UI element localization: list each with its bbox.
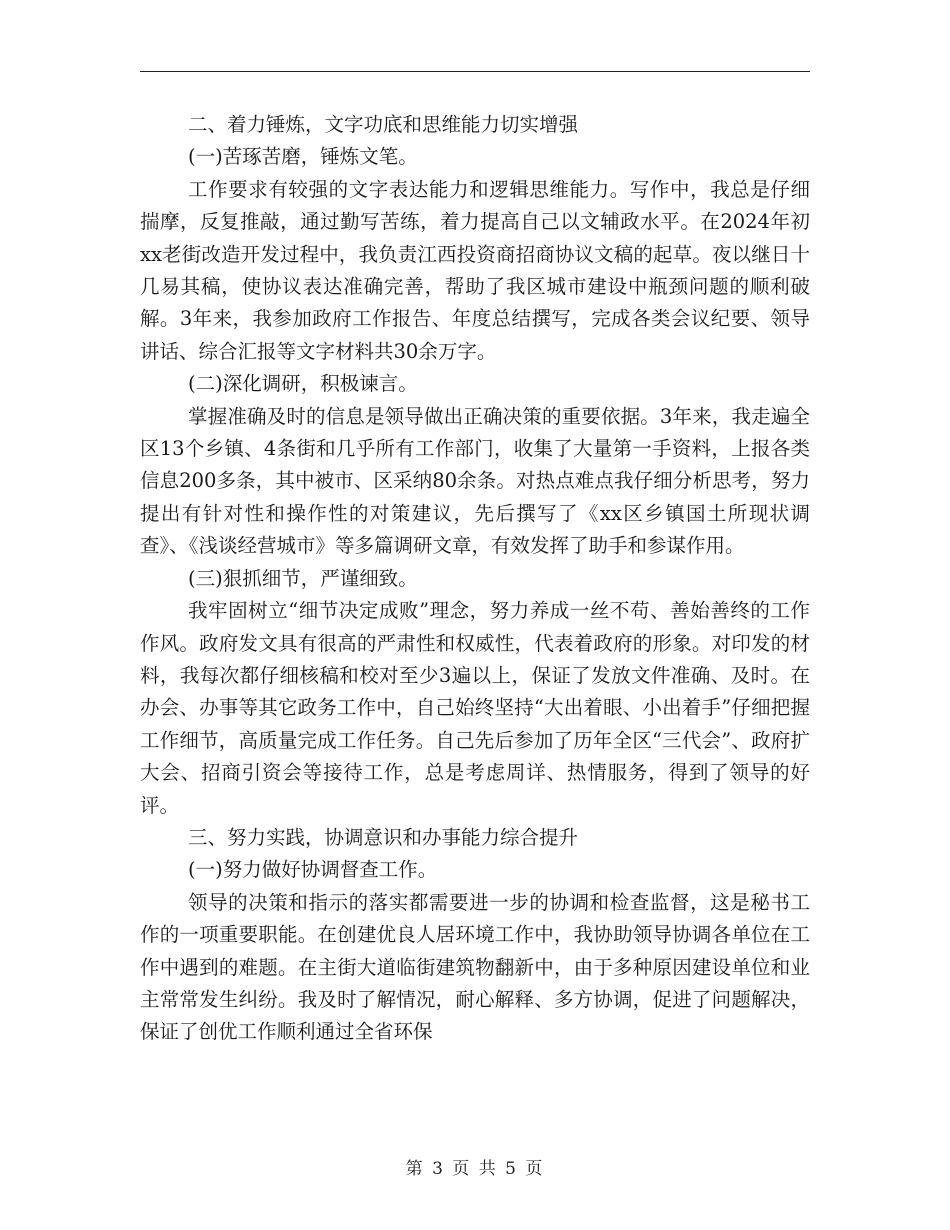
- section-heading-3: 三、努力实践，协调意识和办事能力综合提升: [188, 825, 579, 849]
- body-paragraph: 工作要求有较强的文字表达能力和逻辑思维能力。写作中，我总是仔细揣摩，反复推敲，通过勤写苦练，着力提高自己以文辅政水平。在2024年初xx老街改造开发过程中，我负责江西投资商招商协议文稿的起草。夜以继日十几易其稿，使协议表达准确完善，帮助了我区城市建设中瓶颈问题的顺利破解。3年来，我参加政府工作报告、年度总结撰写，完成各类会议纪要、领导讲话、综合汇报等文字材料共30余万字。: [140, 177, 810, 363]
- header-rule: [140, 71, 810, 72]
- body-paragraph: 领导的决策和指示的落实都需要进一步的协调和检查监督，这是秘书工作的一项重要职能。在创建优良人居环境工作中，我协助领导协调各单位在工作中遇到的难题。在主街大道临街建筑物翻新中，由于多种原因建设单位和业主常常发生纠纷。我及时了解情况，耐心解释、多方协调，促进了问题解决，保证了创优工作顺利通过全省环保: [140, 890, 810, 1044]
- subheading-2-2: (二)深化调研，积极谏言。: [188, 372, 418, 396]
- subheading-3-1: (一)努力做好协调督查工作。: [188, 858, 438, 882]
- subheading-2-3: (三)狠抓细节，严谨细致。: [188, 566, 418, 590]
- subheading-2-1: (一)苦琢苦磨，锤炼文笔。: [188, 145, 418, 169]
- document-body: [140, 109, 810, 1049]
- section-heading-2: 二、着力锤炼，文字功底和思维能力切实增强: [188, 113, 579, 136]
- body-paragraph: 掌握准确及时的信息是领导做出正确决策的重要依据。3年来，我走遍全区13个乡镇、4条街和几乎所有工作部门，收集了大量第一手资料，上报各类信息200多条，其中被市、区采纳80余条。对热点难点我仔细分析思考，努力提出有针对性和操作性的对策建议，先后撰写了《xx区乡镇国土所现状调查》、《浅谈经营城市》等多篇调研文章，有效发挥了助手和参谋作用。: [140, 404, 810, 558]
- page-footer: 第 3 页 共 5 页: [405, 1159, 545, 1179]
- body-paragraph: 我牢固树立“细节决定成败”理念，努力养成一丝不苟、善始善终的工作作风。政府发文具有很高的严肃性和权威性，代表着政府的形象。对印发的材料，我每次都仔细核稿和校对至少3遍以上，保证了发放文件准确、及时。在办会、办事等其它政务工作中，自己始终坚持“大出着眼、小出着手”仔细把握工作细节，高质量完成工作任务。自己先后参加了历年全区“三代会”、政府扩大会、招商引资会等接待工作，总是考虑周详、热情服务，得到了领导的好评。: [140, 599, 810, 817]
